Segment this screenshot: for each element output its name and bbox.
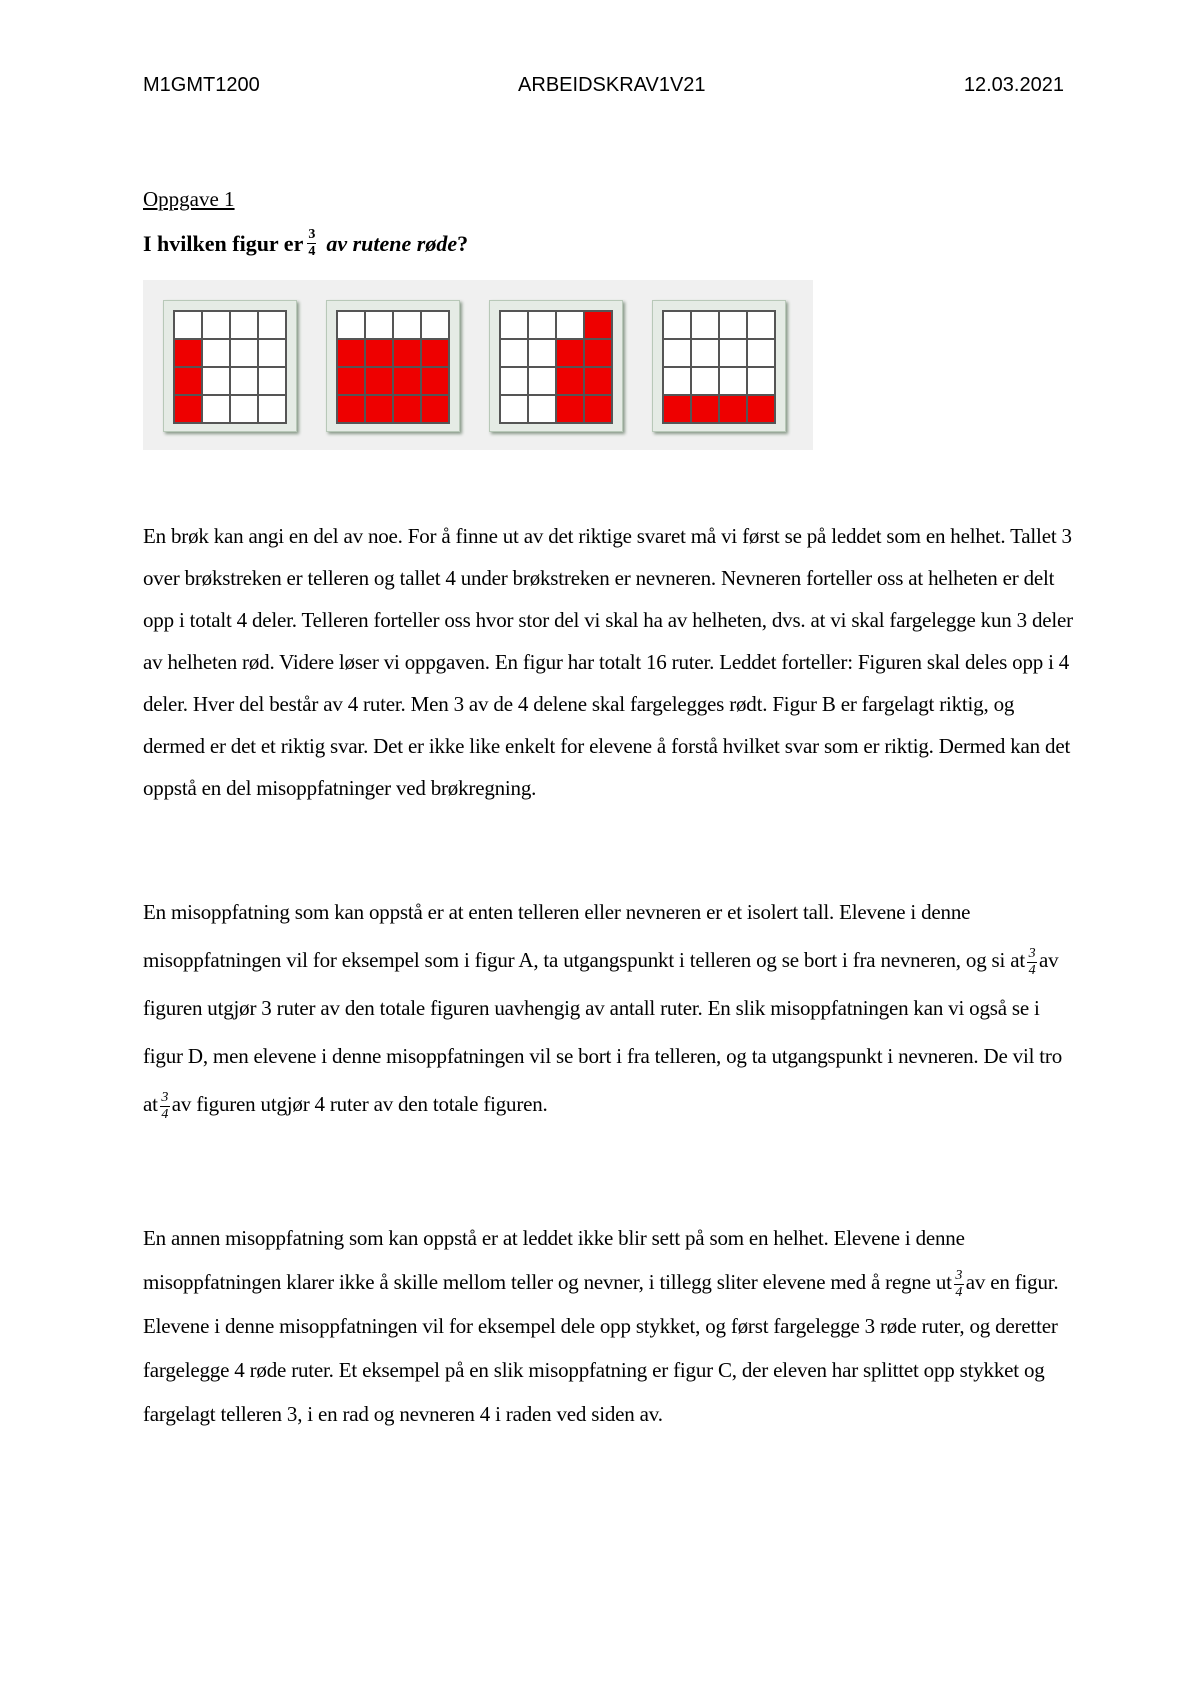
red-cell [366, 396, 394, 424]
figure-b-grid [336, 310, 450, 424]
red-cell [338, 396, 366, 424]
red-cell [422, 396, 450, 424]
white-cell [501, 340, 529, 368]
white-cell [231, 396, 259, 424]
white-cell [664, 340, 692, 368]
fraction-numerator: 3 [308, 227, 316, 242]
fraction-numerator: 3 [1028, 945, 1036, 961]
figure-d [652, 300, 786, 432]
white-cell [692, 368, 720, 396]
fraction-denominator: 4 [161, 1106, 169, 1122]
white-cell [748, 312, 776, 340]
white-cell [501, 312, 529, 340]
white-cell [529, 396, 557, 424]
red-cell [422, 340, 450, 368]
red-cell [366, 368, 394, 396]
fraction-three-quarters [307, 228, 316, 259]
white-cell [529, 340, 557, 368]
question-mark: ? [457, 230, 469, 256]
page-header [143, 74, 1064, 97]
red-cell [175, 340, 203, 368]
red-cell [338, 368, 366, 396]
white-cell [501, 396, 529, 424]
task-heading: Oppgave 1 [143, 187, 235, 211]
white-cell [692, 340, 720, 368]
white-cell [692, 312, 720, 340]
paragraph-2-part-2: av figuren utgjør 3 ruter av den totale figuren uavhengig av antall ruter. En slik misoppfatningen kan vi også se i figur D, men elevene i denne misoppfatningen vil se bort i fra telleren, og ta utgangspunkt i nevneren. De vil tro at [143, 948, 1063, 1116]
white-cell [203, 368, 231, 396]
red-cell [175, 368, 203, 396]
red-cell [366, 340, 394, 368]
red-cell [585, 368, 613, 396]
white-cell [366, 312, 394, 340]
white-cell [259, 340, 287, 368]
figure-a-grid [173, 310, 287, 424]
fraction-denominator: 4 [308, 244, 316, 259]
white-cell [203, 396, 231, 424]
red-cell [664, 396, 692, 424]
red-cell [585, 396, 613, 424]
red-cell [585, 312, 613, 340]
course-code: M1GMT1200 [143, 74, 260, 96]
figure-c-grid [499, 310, 613, 424]
paragraph-2 [143, 888, 1073, 1128]
white-cell [422, 312, 450, 340]
paragraph-3-part-2: av en figur. Elevene i denne misoppfatningen vil for eksempel dele opp stykket, og først fargelegge 3 røde ruter, og deretter fargelegge 4 røde ruter. Et eksempel på en slik misoppfatning er figur C, der eleven har splittet opp stykket og fargelagt telleren 3, i en rad og nevneren 4 i raden ved siden av. [143, 1270, 1059, 1426]
white-cell [231, 312, 259, 340]
red-cell [557, 368, 585, 396]
white-cell [664, 312, 692, 340]
date: 12.03.2021 [963, 74, 1064, 96]
white-cell [529, 368, 557, 396]
inline-fraction [160, 1091, 170, 1122]
red-cell [338, 340, 366, 368]
white-cell [748, 368, 776, 396]
paragraph-1: En brøk kan angi en del av noe. For å finne ut av det riktige svaret må vi først se på leddet som en helhet. Tallet 3 over brøkstreken er telleren og tallet 4 under brøkstreken er nevneren. Nevneren forteller oss at helheten er delt opp i totalt 4 deler. Telleren forteller oss hvor stor del vi skal ha av helheten, dvs. at vi skal fargelegge kun 3 deler av helheten rød. Videre løser vi oppgaven. En figur har totalt 16 ruter. Leddet forteller: Figuren skal deles opp i 4 deler. Hver del består av 4 ruter. Men 3 av de 4 delene skal fargelegges rødt. Figur B er fargelagt riktig, og dermed er det et riktig svar. Det er ikke like enkelt for elevene å forstå hvilket svar som er riktig. Dermed kan det oppstå en del misoppfatninger ved brøkregning. [143, 524, 1073, 800]
red-cell [692, 396, 720, 424]
white-cell [259, 396, 287, 424]
white-cell [557, 312, 585, 340]
white-cell [720, 368, 748, 396]
inline-fraction [1027, 947, 1037, 978]
red-cell [394, 396, 422, 424]
figure-c [489, 300, 623, 432]
white-cell [231, 368, 259, 396]
paragraph-3-part-1: En annen misoppfatning som kan oppstå er at leddet ikke blir sett på som en helhet. Elevene i denne misoppfatningen klarer ikke å skille mellom teller og nevner, i tillegg sliter elevene med å regne ut [143, 1226, 965, 1294]
white-cell [231, 340, 259, 368]
fraction-numerator: 3 [161, 1089, 169, 1105]
white-cell [259, 312, 287, 340]
white-cell [720, 340, 748, 368]
white-cell [394, 312, 422, 340]
paragraph-2-part-3: av figuren utgjør 4 ruter av den totale figuren. [171, 1092, 548, 1116]
white-cell [203, 340, 231, 368]
white-cell [748, 340, 776, 368]
fraction-denominator: 4 [1028, 962, 1036, 978]
red-cell [394, 368, 422, 396]
red-cell [720, 396, 748, 424]
red-cell [557, 396, 585, 424]
figure-d-grid [662, 310, 776, 424]
red-cell [585, 340, 613, 368]
fraction-numerator: 3 [955, 1267, 963, 1283]
red-cell [557, 340, 585, 368]
paragraph-3 [143, 1216, 1073, 1436]
white-cell [259, 368, 287, 396]
red-cell [394, 340, 422, 368]
fraction-denominator: 4 [955, 1284, 963, 1300]
task-question [143, 228, 468, 259]
figures-panel [143, 280, 813, 450]
paragraph-2-part-1: En misoppfatning som kan oppstå er at enten telleren eller nevneren er et isolert tall. Elevene i denne misoppfatningen vil for eksempel som i figur A, ta utgangspunkt i telleren og se bort i fra nevneren, og si at [143, 900, 1025, 972]
question-math: av rutene røde [326, 230, 458, 256]
white-cell [501, 368, 529, 396]
red-cell [748, 396, 776, 424]
question-prefix: I hvilken figur er [143, 230, 304, 256]
inline-fraction [954, 1269, 964, 1300]
white-cell [720, 312, 748, 340]
white-cell [175, 312, 203, 340]
red-cell [422, 368, 450, 396]
red-cell [175, 396, 203, 424]
figure-b [326, 300, 460, 432]
figure-a [163, 300, 297, 432]
white-cell [203, 312, 231, 340]
assignment-title: ARBEIDSKRAV1V21 [518, 74, 706, 96]
white-cell [529, 312, 557, 340]
white-cell [338, 312, 366, 340]
white-cell [664, 368, 692, 396]
